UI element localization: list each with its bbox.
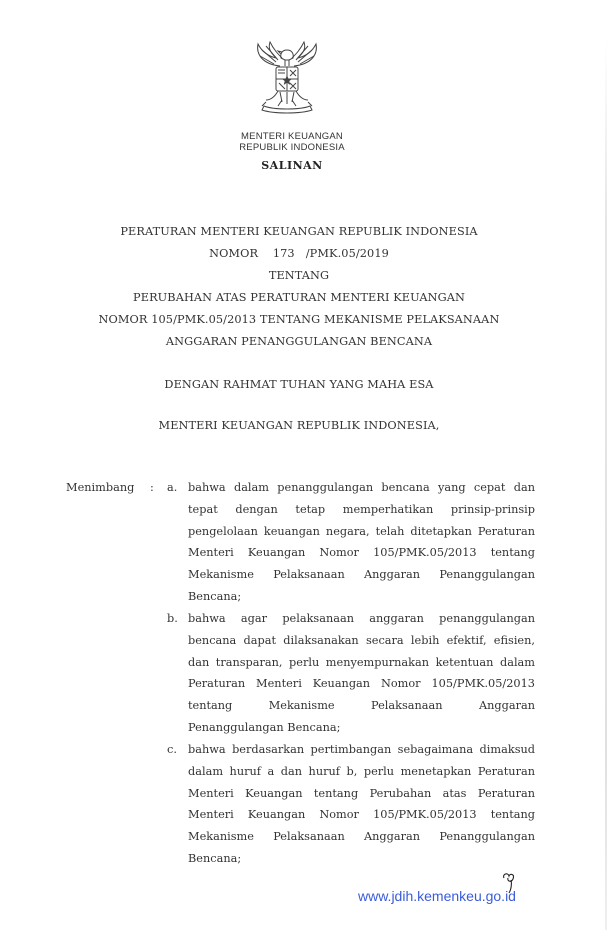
text-line: Mekanisme Pelaksanaan Anggaran Penanggulangan: [188, 568, 535, 582]
text-line: tentang Mekanisme Pelaksanaan Anggaran: [188, 699, 535, 713]
subject-line-1: PERUBAHAN ATAS PERATURAN MENTERI KEUANGAN: [133, 291, 465, 304]
copy-label: SALINAN: [261, 159, 323, 172]
considerations-label: Menimbang: [66, 481, 135, 494]
consideration-item-c: [188, 739, 535, 870]
item-b-letter: b.: [167, 612, 178, 625]
subject-line-2: NOMOR 105/PMK.05/2013 TENTANG MEKANISME PELAKSANAAN: [98, 313, 500, 326]
text-line: bahwa dalam penanggulangan bencana yang cepat dan: [188, 481, 535, 494]
invocation: DENGAN RAHMAT TUHAN YANG MAHA ESA: [164, 378, 434, 391]
regulation-number: [0, 247, 598, 260]
consideration-item-b: [188, 608, 535, 739]
issuer: MENTERI KEUANGAN REPUBLIK INDONESIA,: [158, 419, 440, 432]
considerations-colon: :: [150, 481, 154, 494]
text-line: Menteri Keuangan tentang Perubahan atas Peraturan: [188, 786, 535, 800]
about-heading: TENTANG: [268, 269, 330, 282]
text-line: Penanggulangan Bencana;: [188, 720, 341, 734]
number-suffix: /PMK.05/2019: [305, 247, 389, 260]
text-line: Menteri Keuangan Nomor 105/PMK.05/2013 tentang: [188, 808, 535, 822]
subject-line-3: ANGGARAN PENANGGULANGAN BENCANA: [165, 335, 433, 348]
regulation-title: PERATURAN MENTERI KEUANGAN REPUBLIK INDONESIA: [120, 225, 478, 238]
text-line: Bencana;: [188, 851, 242, 865]
item-c-letter: c.: [167, 743, 177, 756]
page-edge-shadow: [605, 40, 607, 930]
text-line: Mekanisme Pelaksanaan Anggaran Penanggulangan: [188, 830, 535, 844]
consideration-item-a: [188, 477, 535, 608]
text-line: bahwa agar pelaksanaan anggaran penanggulangan: [188, 612, 535, 625]
text-line: dalam huruf a dan huruf b, perlu menetapkan Peraturan: [188, 764, 535, 778]
number-value: 173: [272, 247, 295, 260]
ministry-name-line2: REPUBLIK INDONESIA: [239, 142, 345, 153]
text-line: dan transparan, perlu menyempurnakan ketentuan dalam: [188, 655, 535, 669]
text-line: tepat dengan tetap memperhatikan prinsip-prinsip: [188, 502, 535, 516]
text-line: pengelolaan keuangan negara, telah ditetapkan Peraturan: [188, 524, 535, 538]
garuda-pancasila-emblem-icon: [252, 40, 322, 120]
text-line: Bencana;: [188, 589, 242, 603]
text-line: bahwa berdasarkan pertimbangan sebagaimana dimaksud: [188, 743, 535, 756]
number-prefix: NOMOR: [209, 247, 259, 260]
item-a-letter: a.: [167, 481, 178, 494]
text-line: Menteri Keuangan Nomor 105/PMK.05/2013 tentang: [188, 546, 535, 560]
text-line: bencana dapat dilaksanakan secara lebih efektif, efisien,: [188, 633, 535, 647]
ministry-name-line1: MENTERI KEUANGAN: [241, 131, 343, 142]
text-line: Peraturan Menteri Keuangan Nomor 105/PMK.05/2013: [188, 677, 535, 691]
jdih-website-link[interactable]: www.jdih.kemenkeu.go.id: [358, 888, 516, 904]
